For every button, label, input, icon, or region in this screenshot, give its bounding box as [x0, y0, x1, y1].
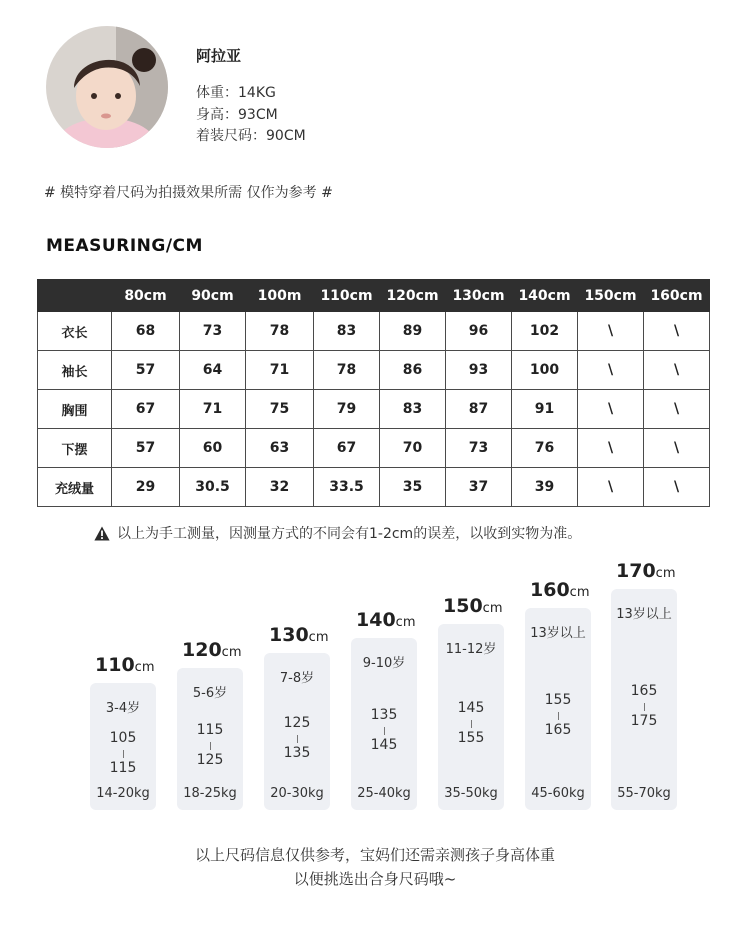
weight-range: 25-40kg [357, 786, 411, 801]
size-card [90, 683, 156, 810]
size-unit: cm [655, 566, 676, 581]
size-card [438, 624, 504, 810]
table-row [38, 468, 710, 507]
range-separator [644, 703, 645, 711]
table-cell: 87 [446, 390, 512, 429]
table-cell: 64 [180, 351, 246, 390]
table-cell: \ [578, 390, 644, 429]
row-label: 胸围 [38, 390, 112, 429]
table-cell: 73 [180, 312, 246, 351]
table-cell: \ [578, 312, 644, 351]
height-to: 165 [544, 722, 572, 738]
table-cell: \ [578, 351, 644, 390]
footer-line-1: 以上尺码信息仅供参考，宝妈们还需亲测孩子身高体重 [194, 846, 555, 864]
row-label: 衣长 [38, 312, 112, 351]
model-size: 着装尺码：90CM [196, 128, 306, 144]
table-cell: 76 [512, 429, 578, 468]
height-from: 155 [544, 692, 572, 708]
table-cell: \ [578, 468, 644, 507]
table-cell: \ [578, 429, 644, 468]
size-unit: cm [308, 630, 329, 645]
size-heading [182, 639, 241, 661]
row-label: 袖长 [38, 351, 112, 390]
age-range: 9-10岁 [362, 656, 406, 671]
model-height: 身高：93CM [196, 107, 278, 123]
table-cell: 63 [246, 429, 314, 468]
size-number: 110 [95, 654, 135, 676]
size-number: 170 [616, 560, 656, 582]
height-to: 135 [283, 745, 311, 761]
table-cell: 91 [512, 390, 578, 429]
table-cell: 32 [246, 468, 314, 507]
range-separator [558, 712, 559, 720]
age-range: 7-8岁 [279, 671, 315, 686]
size-card [525, 608, 591, 810]
range-separator [471, 720, 472, 728]
size-number: 120 [182, 639, 222, 661]
age-range: 13岁以上 [530, 626, 586, 641]
range-separator [210, 742, 211, 750]
table-cell: \ [644, 468, 710, 507]
table-cell: 96 [446, 312, 512, 351]
weight-range: 55-70kg [617, 786, 671, 801]
table-cell: 60 [180, 429, 246, 468]
table-cell: \ [644, 312, 710, 351]
size-unit: cm [134, 660, 155, 675]
size-heading [95, 654, 154, 676]
header-corner [38, 280, 112, 312]
height-to: 145 [370, 737, 398, 753]
header-size: 100m [246, 280, 314, 312]
table-cell: 29 [112, 468, 180, 507]
size-card [611, 589, 677, 810]
model-photo [46, 26, 168, 148]
measuring-title: MEASURING/CM [46, 236, 203, 256]
header-size: 130cm [446, 280, 512, 312]
table-cell: 37 [446, 468, 512, 507]
table-cell: 35 [380, 468, 446, 507]
table-cell: 100 [512, 351, 578, 390]
age-range: 5-6岁 [192, 686, 228, 701]
weight-range: 18-25kg [183, 786, 237, 801]
model-name: 阿拉亚 [196, 47, 242, 65]
size-card [351, 638, 417, 810]
table-cell: 89 [380, 312, 446, 351]
weight-range: 45-60kg [531, 786, 585, 801]
table-cell: 57 [112, 351, 180, 390]
table-cell: \ [644, 429, 710, 468]
header-size: 80cm [112, 280, 180, 312]
header-size: 120cm [380, 280, 446, 312]
header-size: 160cm [644, 280, 710, 312]
height-from: 105 [109, 730, 137, 746]
size-unit: cm [482, 601, 503, 616]
table-cell: 71 [180, 390, 246, 429]
table-cell: 78 [246, 312, 314, 351]
height-to: 125 [196, 752, 224, 768]
size-card [264, 653, 330, 810]
table-row [38, 312, 710, 351]
disclaimer-text: 以上为手工测量，因测量方式的不同会有1-2cm的误差，以收到实物为准。 [117, 526, 582, 542]
height-to: 115 [109, 760, 137, 776]
weight-range: 14-20kg [96, 786, 150, 801]
size-unit: cm [395, 615, 416, 630]
table-row [38, 390, 710, 429]
size-number: 130 [269, 624, 309, 646]
size-card [177, 668, 243, 810]
height-from: 165 [630, 683, 658, 699]
row-label: 充绒量 [38, 468, 112, 507]
weight-range: 35-50kg [444, 786, 498, 801]
header-size: 110cm [314, 280, 380, 312]
size-heading [443, 595, 502, 617]
size-heading [530, 579, 589, 601]
warning-icon [94, 526, 110, 541]
table-cell: 75 [246, 390, 314, 429]
table-cell: 67 [314, 429, 380, 468]
height-to: 155 [457, 730, 485, 746]
table-cell: 93 [446, 351, 512, 390]
range-separator [123, 750, 124, 758]
table-cell: 102 [512, 312, 578, 351]
table-cell: 86 [380, 351, 446, 390]
range-separator [384, 727, 385, 735]
size-number: 160 [530, 579, 570, 601]
table-cell: 39 [512, 468, 578, 507]
age-range: 13岁以上 [616, 607, 672, 622]
table-cell: \ [644, 390, 710, 429]
table-cell: 67 [112, 390, 180, 429]
table-cell: \ [644, 351, 710, 390]
table-cell: 83 [314, 312, 380, 351]
header-size: 90cm [180, 280, 246, 312]
size-heading [269, 624, 328, 646]
size-unit: cm [221, 645, 242, 660]
age-range: 3-4岁 [105, 701, 141, 716]
table-row [38, 351, 710, 390]
table-cell: 83 [380, 390, 446, 429]
size-number: 140 [356, 609, 396, 631]
range-separator [297, 735, 298, 743]
table-cell: 79 [314, 390, 380, 429]
height-to: 175 [630, 713, 658, 729]
size-table [37, 279, 710, 507]
table-cell: 30.5 [180, 468, 246, 507]
height-from: 115 [196, 722, 224, 738]
header-size: 150cm [578, 280, 644, 312]
measurement-disclaimer [94, 523, 581, 543]
weight-range: 20-30kg [270, 786, 324, 801]
table-cell: 73 [446, 429, 512, 468]
row-label: 下摆 [38, 429, 112, 468]
table-cell: 57 [112, 429, 180, 468]
model-weight: 体重：14KG [196, 85, 276, 101]
model-size-note: # 模特穿着尺码为拍摄效果所需 仅作为参考 # [44, 185, 333, 201]
table-cell: 33.5 [314, 468, 380, 507]
size-heading [616, 560, 675, 582]
table-cell: 78 [314, 351, 380, 390]
table-cell: 68 [112, 312, 180, 351]
table-cell: 70 [380, 429, 446, 468]
height-from: 125 [283, 715, 311, 731]
table-row [38, 429, 710, 468]
age-range: 11-12岁 [445, 642, 497, 657]
table-cell: 71 [246, 351, 314, 390]
header-size: 140cm [512, 280, 578, 312]
height-from: 135 [370, 707, 398, 723]
size-heading [356, 609, 415, 631]
height-from: 145 [457, 700, 485, 716]
size-table-header [38, 280, 710, 312]
size-unit: cm [569, 585, 590, 600]
size-number: 150 [443, 595, 483, 617]
footer-line-2: 以便挑选出合身尺码哦~ [293, 870, 457, 888]
